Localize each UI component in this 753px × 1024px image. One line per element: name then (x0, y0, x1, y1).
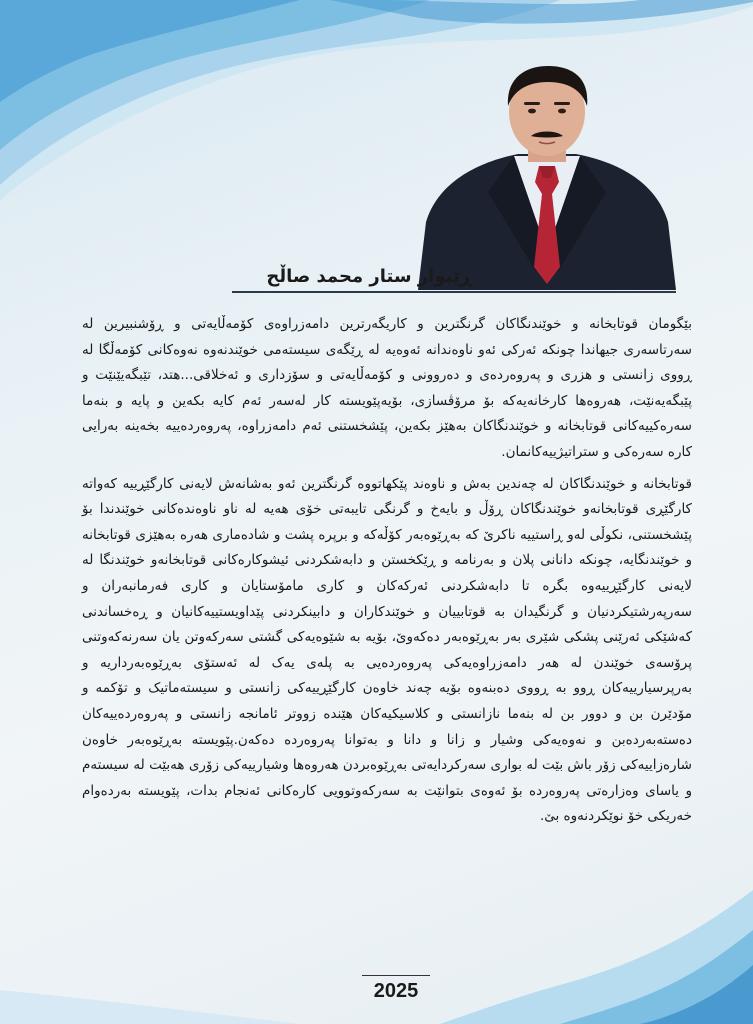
paragraph-1: بێگومان قوتابخانە و خوێندنگاکان گرنگترین و کاریگەرترین دامەزراوەی کۆمەڵایەتی و ڕۆشنبیرین لە سەرتاسەری جیهاندا چونکە ئەرکی ئەو ناوەندانە ئەوەیە لە ڕێگەی سیستەمی خوێندنەوە نەوەکانی کۆمەڵگا لە ڕووی زانستی و هزری و پەروەردەی و دەروونی و کۆمەڵایەتی و سۆزداری و ئەخلاقی...هتد، تێبگەیێنێت و پێبگەیەنێت، هەروەها کارخانەیەکە بۆ مرۆڤسازی، بۆیەپێویستە کار لەسەر ئەم کایە بکەین و پایە و بنەما سەرەکییەکانی قوتابخانە و خوێندنگاکان بەهێز بکەین، پێشخستنی ئەم دامەزراوە، پەروەردەییە بخەینە بەرایی کارە سەرەکی و ستراتیژییەکانمان. (82, 316, 692, 460)
author-underline (232, 291, 676, 293)
body-text (82, 312, 692, 830)
publication-year: 2025 (373, 980, 419, 1002)
author-photo (418, 62, 676, 290)
author-name: ڕێبوار ستار محمد صاڵح (266, 266, 472, 287)
paragraph-2: قوتابخانە و خوێندنگاکان لە چەندین بەش و ناوەند پێکهاتووە گرنگترین ئەو بەشانەش لایەنی کارگێڕییە کەواتە کارگێڕی قوتابخانەو خوێندنگاکان ڕۆڵ و بایەخ و گرنگی تایبەتی خۆی هەیە لە ناو ناوەندەکانی خوێندندا بۆ پێشخستنی، نکوڵی لەو ڕاستییە ناکرێ کە بەڕێوەبەر کۆڵەکە و برپرە پشت و شادەماری هەرە بەهێزی قوتابخانە و خوێندنگایە، چونکە دانانی پلان و بەرنامە و ڕێکخستن و دابەشکردنی ئیشوکارەکانی قوتابخانەو خوێندنگا لە لایەنی کارگێڕییەوە بگرە تا دابەشکردنی ئەرکەکان و کاری مامۆستایان و کاری فەرمانبەران و سەرپەرشتیکردنیان و گرنگیدان بە قوتابییان و خوێندکاران و دابینکردنی پێداویستییەکانیان و ڕەخساندنی کەشێکی ئەرێنی پشکی شێری بەر بەڕێوەبەر دەکەوێ، بۆیە بە شێوەیەکی گشتی سەرکەوتن یان سەرنەکەوتنی پرۆسەی خوێندن لە هەر دامەزراوەیەکی پەروەردەیی بە پلەی یەک لە ئەستۆی بەڕێوەبەرداریە و بەرپرسیارییەکان ڕوو بە ڕووی دەبنەوە بۆیە چەند خاوەن کارگێڕییەکی زانستی و سیستەماتیک و تۆکمە و مۆدێرن بن و دوور بن لە بنەما نازانستی و کلاسیکیەکان هێندە زووتر ئامانجە زانستی و پەروەردەییەکان دەستەبەردەبن و نەوەیەکی وشیار و زانا و دانا و بەتوانا پەروەردە دەکەن.پێویستە بەڕێوەبەر خاوەن شارەزاییەکی زۆر باش بێت لە بواری سەرکردایەتی بەڕێوەبردن هەروەها وشیارییەکی زۆری هەبێت لە سیستەم و یاسای وەزارەتی پەروەردە بۆ ئەوەی بتوانێت بە سەرکەوتوویی کارەکانی ئەنجام بدات، پێویستە بەردەوام خەریکی خۆ نوێکردنەوە بێ. (82, 475, 692, 825)
year-divider (362, 975, 430, 976)
